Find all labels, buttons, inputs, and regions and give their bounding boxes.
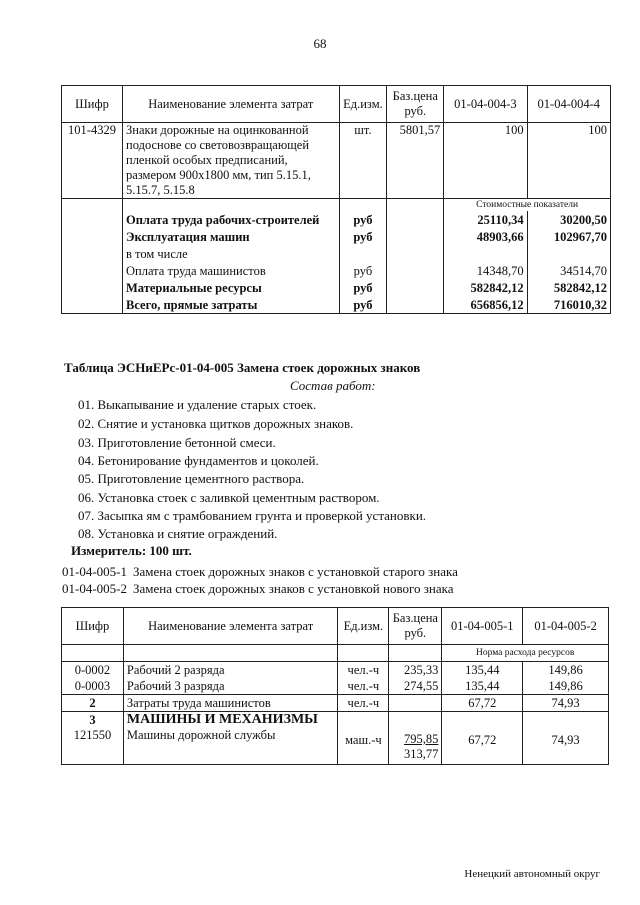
row-name: Всего, прямые затраты: [123, 296, 340, 314]
table-row: [62, 262, 611, 279]
header-col-b: 01-04-004-4: [527, 86, 610, 123]
header-unit: Ед.изм.: [338, 608, 389, 645]
code-id: 01-04-005-1: [62, 564, 127, 579]
row-unit: руб: [339, 279, 387, 296]
row-unit: чел.-ч: [338, 662, 389, 679]
row-col-b: 582842,12: [527, 279, 610, 296]
row-name: Оплата труда рабочих-строителей: [123, 211, 340, 228]
row-unit: руб: [339, 211, 387, 228]
item-code: 101-4329: [62, 123, 123, 199]
row-name: МАШИНЫ И МЕХАНИЗМЫ: [123, 712, 337, 729]
row-unit: руб: [339, 262, 387, 279]
page-number: 68: [313, 36, 327, 51]
row-col-a: 67,72: [442, 695, 523, 712]
row-code: 0-0003: [62, 678, 124, 695]
item-price: 5801,57: [387, 123, 444, 199]
row-price: [389, 695, 442, 712]
item-unit: шт.: [339, 123, 387, 199]
row-col-b: 149,86: [523, 678, 609, 695]
row-col-a: 135,44: [442, 678, 523, 695]
table-row: [62, 123, 611, 199]
row-code: 3: [62, 712, 124, 729]
row-col-b: 102967,70: [527, 228, 610, 245]
item-name: Знаки дорожные на оцинкованной подосновe со световозвращающей пленкой особых предписаний, размером 900х1800 мм, тип 5.15.1, 5.15.7, 5.15.8: [123, 123, 340, 199]
table-caption: Таблица ЭСНиЕРс-01-04-005 Замена стоек дорожных знаков: [64, 360, 421, 375]
header-unit: Ед.изм.: [339, 86, 387, 123]
row-name: Эксплуатация машин: [123, 228, 340, 245]
row-col-b: 74,93: [523, 728, 609, 765]
row-name: Затраты труда машинистов: [123, 695, 337, 712]
row-name: Машины дорожной службы: [123, 728, 337, 765]
table-row: [62, 695, 609, 712]
row-code: 121550: [62, 728, 124, 765]
table-row: [62, 296, 611, 314]
table-row: [62, 228, 611, 245]
section-label: Норма расхода ресурсов: [442, 645, 609, 662]
resource-table-01-04-005: [61, 607, 609, 765]
section-label: Стоимостные показатели: [444, 199, 611, 212]
header-name: Наименование элемента затрат: [123, 608, 337, 645]
row-price: 274,55: [389, 678, 442, 695]
row-col-a: 14348,70: [444, 262, 527, 279]
row-unit: чел.-ч: [338, 695, 389, 712]
table-header-row: [62, 608, 609, 645]
code-id: 01-04-005-2: [62, 581, 127, 596]
header-col-a: 01-04-005-1: [442, 608, 523, 645]
work-composition-title: Состав работ:: [290, 378, 376, 393]
header-name: Наименование элемента затрат: [123, 86, 340, 123]
table-row: [62, 279, 611, 296]
item-col-a: 100: [444, 123, 527, 199]
header-col-a: 01-04-004-3: [444, 86, 527, 123]
row-unit: маш.-ч: [338, 728, 389, 765]
row-name: Рабочий 3 разряда: [123, 678, 337, 695]
table-row: [62, 712, 609, 729]
row-col-b: [527, 245, 610, 262]
header-base-price: Баз.цена руб.: [387, 86, 444, 123]
row-col-b: 149,86: [523, 662, 609, 679]
measure-unit: Измеритель: 100 шт.: [71, 543, 192, 558]
header-base-price: Баз.цена руб.: [389, 608, 442, 645]
row-price: 235,33: [389, 662, 442, 679]
row-code: 0-0002: [62, 662, 124, 679]
footer-region: Ненецкий автономный округ: [464, 868, 600, 880]
row-col-a: 135,44: [442, 662, 523, 679]
work-item: 07. Засыпка ям с трамбованием грунта и проверкой установки.: [78, 508, 427, 523]
row-unit: руб: [339, 296, 387, 314]
table-row: [62, 728, 609, 765]
section-label-row: [62, 199, 611, 212]
work-item: 01. Выкапывание и удаление старых стоек.: [78, 397, 317, 412]
row-col-a: 48903,66: [444, 228, 527, 245]
work-item: 05. Приготовление цементного раствора.: [78, 471, 305, 486]
row-col-b: 30200,50: [527, 211, 610, 228]
row-col-a: 25110,34: [444, 211, 527, 228]
row-unit: руб: [339, 228, 387, 245]
item-col-b: 100: [527, 123, 610, 199]
row-col-a: 656856,12: [444, 296, 527, 314]
code-description: [62, 581, 454, 597]
work-item: 06. Установка стоек с заливкой цементным раствором.: [78, 490, 380, 505]
row-name: Рабочий 2 разряда: [123, 662, 337, 679]
table-header-row: [62, 86, 611, 123]
cost-table-01-04-004: [61, 85, 611, 314]
table-row: [62, 678, 609, 695]
row-code: 2: [62, 695, 124, 712]
work-item: 03. Приготовление бетонной смеси.: [78, 435, 276, 450]
code-text: Замена стоек дорожных знаков с установкой старого знака: [133, 564, 458, 579]
header-code: Шифр: [62, 608, 124, 645]
row-price: 795,85: [403, 732, 439, 746]
row-name: Оплата труда машинистов: [123, 262, 340, 279]
section-label-row: [62, 645, 609, 662]
table-row: [62, 662, 609, 679]
row-col-b: 74,93: [523, 695, 609, 712]
table-row: [62, 245, 611, 262]
header-code: Шифр: [62, 86, 123, 123]
work-item: 02. Снятие и установка щитков дорожных знаков.: [78, 416, 354, 431]
row-col-b: 716010,32: [527, 296, 610, 314]
work-item: 08. Установка и снятие ограждений.: [78, 526, 278, 541]
code-text: Замена стоек дорожных знаков с установкой нового знака: [133, 581, 454, 596]
table-row: [62, 211, 611, 228]
row-unit: чел.-ч: [338, 678, 389, 695]
row-unit: [339, 245, 387, 262]
row-col-b: 34514,70: [527, 262, 610, 279]
row-name: Материальные ресурсы: [123, 279, 340, 296]
row-price-secondary: 313,77: [403, 747, 439, 761]
work-item: 04. Бетонирование фундаментов и цоколей.: [78, 453, 319, 468]
header-col-b: 01-04-005-2: [523, 608, 609, 645]
code-description: [62, 564, 458, 580]
row-col-a: 67,72: [442, 728, 523, 765]
row-price-cell: [389, 728, 442, 765]
row-col-a: 582842,12: [444, 279, 527, 296]
row-col-a: [444, 245, 527, 262]
row-name: в том числе: [123, 245, 340, 262]
